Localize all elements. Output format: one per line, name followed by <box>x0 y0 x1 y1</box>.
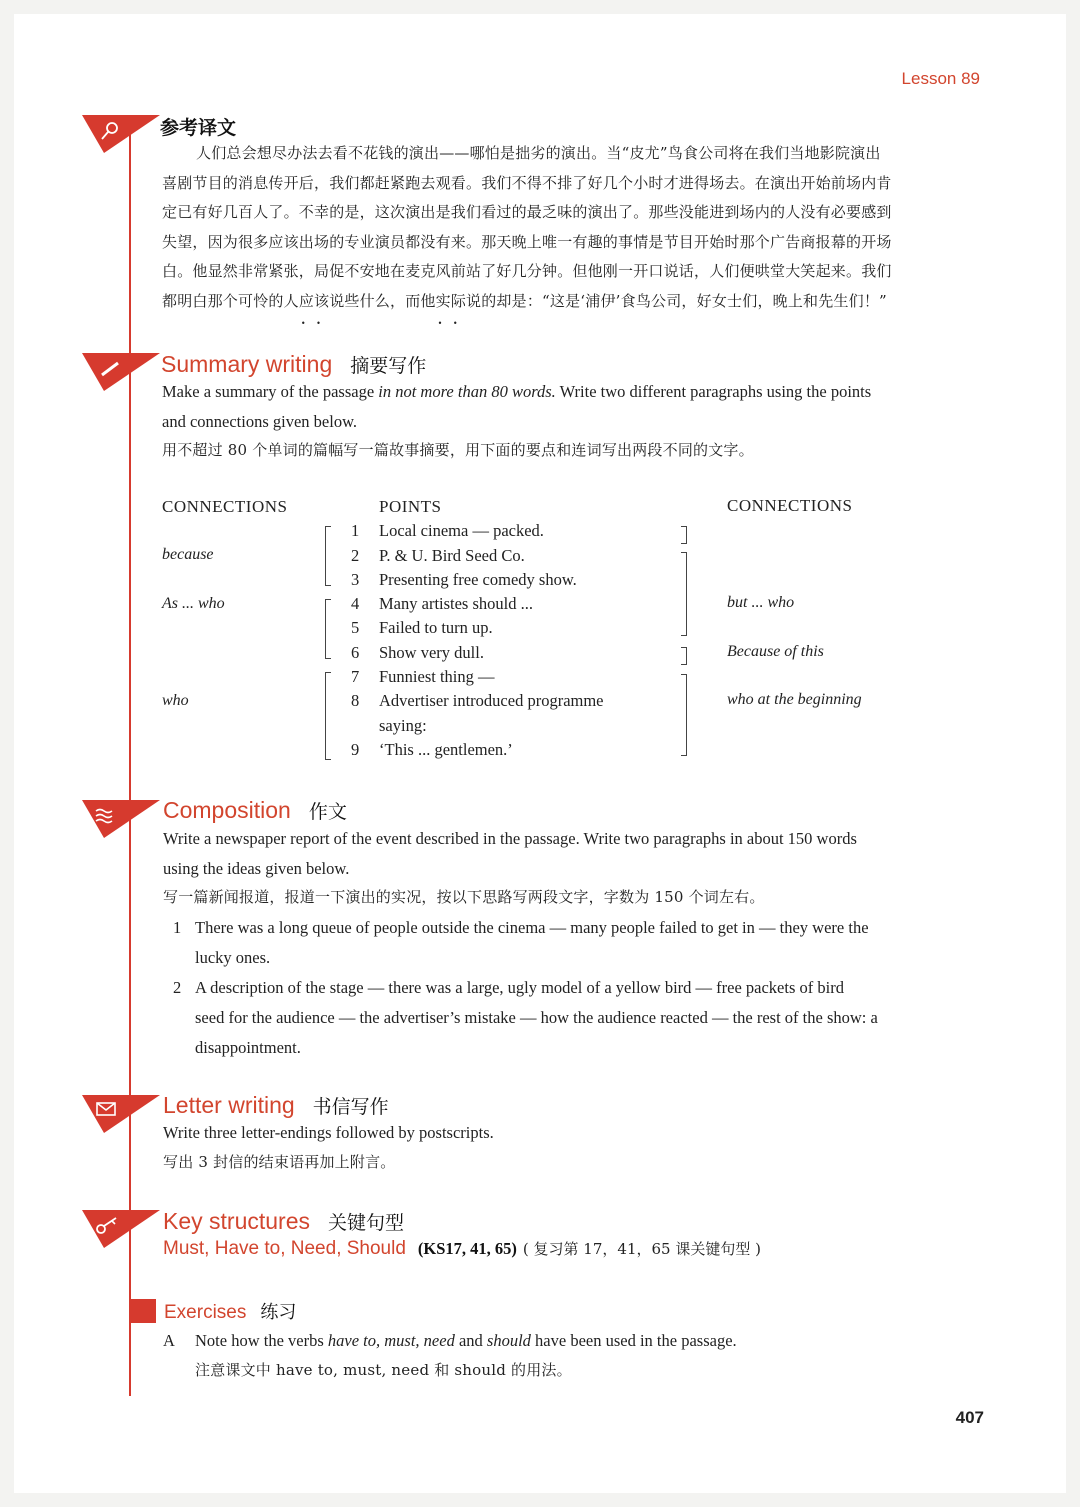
translation-line: 失望，因为很多应该出场的专业演员都没有来。那天晚上唯一有趣的事情是节目开始时那个广告商报幕的开场 <box>162 232 892 251</box>
point-number: 9 <box>351 740 360 759</box>
point-row <box>351 570 577 590</box>
item-number: 2 <box>173 978 182 997</box>
page-number: 407 <box>955 1408 984 1427</box>
point-row <box>351 618 493 638</box>
bracket-left <box>325 672 331 760</box>
connection-right: who at the beginning <box>727 691 862 708</box>
letter-title-cn: 书信写作 <box>312 1096 389 1118</box>
key-icon <box>82 1208 160 1250</box>
point-number: 3 <box>351 570 360 589</box>
text-span: Note how the verbs <box>195 1331 328 1350</box>
translation-line: 白。他显然非常紧张，局促不安地在麦克风前站了好几分钟。但他刚一开口说话，人们便哄堂大笑起来。我们 <box>162 262 892 280</box>
bracket-right <box>681 552 687 636</box>
connection-right: but ... who <box>727 594 795 611</box>
exercise-a <box>163 1326 993 1385</box>
translation-line: 喜剧节目的消息传开后，我们都赶紧跑去观看。我们不得不排了好几个小时才进得场去。在演出开始前场内肯 <box>162 173 892 192</box>
exercises-title-en: Exercises <box>164 1302 247 1323</box>
text-span: 说的却是：“这是‘浦伊’食鸟公司，好女士们，晚上和先生们！” <box>466 291 887 310</box>
translation-line: 定已有好几百人了。不幸的是，这次演出是我们看过的最乏味的演出了。那些没能进到场内的人没有必要感到 <box>162 203 892 221</box>
emphasis-dots: 实际 • • <box>436 292 466 310</box>
item-number: 1 <box>173 918 182 937</box>
point-row <box>351 521 544 541</box>
summary-title <box>161 351 426 378</box>
point-row <box>351 546 525 566</box>
point-text: ‘This ... gentlemen.’ <box>379 740 513 759</box>
connection-left: As ... who <box>162 595 225 612</box>
text-span: disappointment. <box>195 1038 301 1057</box>
bracket-right <box>681 647 687 665</box>
composition-title <box>163 797 347 824</box>
exercise-label: A <box>163 1331 175 1350</box>
summary-instructions <box>162 377 992 466</box>
point-number: 2 <box>351 546 360 565</box>
emphasis-dots: 应该 • • <box>299 292 329 310</box>
composition-item <box>173 973 985 1063</box>
point-row <box>351 594 533 614</box>
connection-left: who <box>162 692 189 709</box>
text-span: using the ideas given below. <box>163 858 350 878</box>
exercise-a-cn: 注意课文中 have to, must, need 和 should 的用法。 <box>195 1360 572 1379</box>
summary-title-en: Summary writing <box>161 351 333 377</box>
pencil-icon <box>82 351 160 393</box>
text-span: A description of the stage — there was a large, ugly model of a yellow bird — free packets of bird <box>195 978 844 997</box>
exercises-title <box>164 1298 296 1324</box>
point-number: 1 <box>351 521 360 540</box>
point-text: saying: <box>379 716 427 735</box>
text-span: have been used in the passage. <box>530 1331 737 1350</box>
word-limit: in not more than 80 words. <box>378 382 556 401</box>
text-span: 都明白那个可怜的人 <box>162 291 299 310</box>
text-span: and <box>454 1331 487 1350</box>
margin-rule <box>129 128 131 1396</box>
point-row <box>351 740 513 760</box>
text-span: There was a long queue of people outside the cinema — many people failed to get in — they were the <box>195 918 869 937</box>
col-head-connections-left: CONNECTIONS <box>162 497 288 516</box>
point-text: Show very dull. <box>379 643 484 662</box>
text-span: lucky ones. <box>195 948 271 967</box>
waves-icon <box>82 798 160 840</box>
ks-reference-cn: ( 复习第 17，41，65 课关键句型 ) <box>522 1240 761 1258</box>
pen-nib-icon <box>82 113 160 155</box>
point-row <box>351 716 427 736</box>
text-span: Write two different paragraphs using the points <box>555 382 872 401</box>
text-span: Write a newspaper report of the event described in the passage. Write two paragraphs in about 150 words <box>163 829 857 848</box>
composition-title-en: Composition <box>163 797 291 823</box>
point-number: 4 <box>351 594 360 613</box>
col-head-points: POINTS <box>379 497 442 516</box>
composition-title-cn: 作文 <box>308 801 347 823</box>
lesson-label: Lesson 89 <box>901 69 980 88</box>
point-text: Local cinema — packed. <box>379 521 544 540</box>
translation-line: 人们总会想尽办法去看不花钱的演出——哪怕是拙劣的演出。当“皮尤”鸟食公司将在我们当地影院演出 <box>196 144 881 162</box>
bracket-right <box>681 526 687 544</box>
letter-instructions-cn: 写出 3 封信的结束语再加上附言。 <box>163 1152 396 1171</box>
bracket-left <box>325 599 331 659</box>
letter-title <box>163 1092 389 1119</box>
letter-title-en: Letter writing <box>163 1092 295 1118</box>
composition-instructions-cn: 写一篇新闻报道，报道一下演出的实况，按以下思路写两段文字，字数为 150 个词左右。 <box>163 888 765 906</box>
ks-reference: (KS17, 41, 65) <box>417 1239 517 1258</box>
envelope-icon <box>82 1093 160 1135</box>
summary-title-cn: 摘要写作 <box>350 355 427 377</box>
key-structures-subtitle <box>163 1238 761 1260</box>
text-span: 说些什么，而他 <box>329 291 436 310</box>
bracket-right <box>681 674 687 756</box>
text-span: should <box>486 1331 531 1350</box>
point-text: Many artistes should ... <box>379 594 533 613</box>
text-span: seed for the audience — the advertiser’s mistake — how the audience reacted — the rest of the show: a <box>195 1008 878 1027</box>
point-row <box>351 643 484 663</box>
connection-right: Because of this <box>727 643 824 660</box>
point-number: 6 <box>351 643 360 662</box>
connection-left: because <box>162 546 214 563</box>
summary-instructions-cn: 用不超过 80 个单词的篇幅写一篇故事摘要，用下面的要点和连词写出两段不同的文字。 <box>162 441 754 459</box>
letter-instructions <box>163 1118 993 1177</box>
point-text: Failed to turn up. <box>379 618 493 637</box>
modal-verbs: Must, Have to, Need, Should <box>163 1238 406 1259</box>
point-text: Funniest thing — <box>379 667 495 686</box>
point-number: 7 <box>351 667 360 686</box>
text-span: Write three letter-endings followed by postscripts. <box>163 1123 494 1142</box>
reference-translation-title: 参考译文 <box>160 117 237 139</box>
col-head-connections-right: CONNECTIONS <box>727 496 853 515</box>
point-text: Presenting free comedy show. <box>379 570 577 589</box>
point-row <box>351 667 495 687</box>
key-structures-title-en: Key structures <box>163 1208 310 1234</box>
key-structures-title-cn: 关键句型 <box>328 1212 405 1234</box>
composition-item <box>173 913 985 973</box>
composition-instructions <box>163 824 993 913</box>
point-number: 5 <box>351 618 360 637</box>
bracket-left <box>325 526 331 586</box>
exercises-title-cn: 练习 <box>260 1302 297 1323</box>
point-text: Advertiser introduced programme <box>379 691 604 710</box>
text-span: and connections given below. <box>162 411 358 431</box>
exercise-marker <box>131 1299 156 1323</box>
text-span: have to, must, need <box>327 1331 455 1350</box>
point-text: P. & U. Bird Seed Co. <box>379 546 525 565</box>
point-number: 8 <box>351 691 360 710</box>
reference-translation-body <box>162 139 992 316</box>
text-span: Make a summary of the passage <box>162 382 379 401</box>
key-structures-title <box>163 1208 404 1235</box>
point-row <box>351 691 604 711</box>
translation-line-last <box>162 287 992 317</box>
